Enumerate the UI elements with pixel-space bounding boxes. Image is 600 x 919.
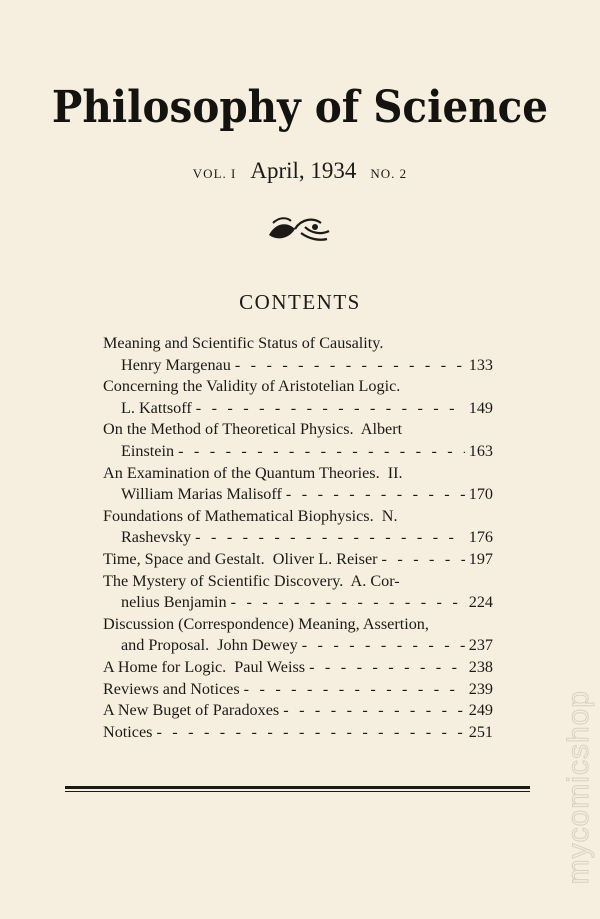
toc-entry: [103, 722, 493, 744]
dot-leader: [309, 657, 465, 679]
toc-entry: [103, 506, 493, 549]
entry-title: Reviews and Notices: [103, 679, 240, 698]
dot-leader: [156, 722, 464, 744]
page-number: 239: [468, 679, 493, 698]
toc-entry-last-line: [103, 722, 493, 744]
entry-author: Rashevsky: [121, 528, 192, 547]
toc-entry-last-line: [103, 700, 493, 722]
entry-title: Meaning and Scientific Status of Causality.: [103, 334, 384, 352]
entry-title: The Mystery of Scientific Discovery. A. Cor-: [103, 571, 400, 590]
toc-entry-line: [103, 571, 493, 593]
toc-entry: [103, 376, 493, 419]
page-number: 251: [468, 722, 493, 741]
watermark: mycomicshop: [562, 690, 595, 885]
toc-entry-line: [103, 376, 493, 398]
toc-entry: [103, 333, 493, 376]
dot-leader: [196, 398, 465, 420]
entry-author: Henry Margenau: [121, 355, 231, 374]
entry-title: Discussion (Correspondence) Meaning, Assertion,: [103, 614, 429, 633]
page-number: 176: [468, 528, 493, 547]
page-number: 238: [468, 657, 493, 676]
toc-entry-last-line: [103, 398, 493, 420]
toc-entry: [103, 549, 493, 571]
toc-entry: [103, 571, 493, 614]
page-number: 237: [468, 636, 493, 655]
issue-number: NO. 2: [370, 166, 408, 181]
entry-author: L. Kattsoff: [121, 398, 192, 417]
dot-leader: [244, 679, 465, 701]
toc-entry: [103, 419, 493, 462]
dot-leader: [283, 700, 464, 722]
volume: VOL. I: [192, 166, 237, 181]
entry-title: Foundations of Mathematical Biophysics. N.: [103, 506, 398, 525]
floral-ornament-icon: [265, 213, 333, 243]
toc-entry-last-line: [103, 549, 493, 571]
issue-line: [0, 158, 600, 184]
toc-entry: [103, 679, 493, 701]
journal-title: Philosophy of Science: [51, 82, 549, 133]
toc-entry: [103, 614, 493, 657]
toc-entry-last-line: [103, 635, 493, 657]
toc-entry-line: [103, 333, 493, 355]
entry-title: Time, Space and Gestalt. Oliver L. Reiser: [103, 549, 378, 568]
dot-leader: [302, 635, 465, 657]
entry-title: An Examination of the Quantum Theories. II.: [103, 463, 403, 482]
page-number: 224: [468, 593, 493, 612]
toc-entry-line: [103, 506, 493, 528]
toc-entry: [103, 700, 493, 722]
issue-date: April, 1934: [250, 158, 357, 183]
dot-leader: [235, 355, 465, 377]
toc-entry-line: [103, 463, 493, 485]
entry-author: Einstein: [121, 441, 175, 460]
entry-title: A New Buget of Paradoxes: [103, 701, 280, 720]
entry-author: William Marias Malisoff: [121, 485, 282, 504]
toc-entry-line: [103, 614, 493, 636]
page-number: 163: [468, 441, 493, 460]
double-rule-divider: [65, 786, 530, 792]
toc-entry-last-line: [103, 592, 493, 614]
toc-entry-last-line: [103, 679, 493, 701]
dot-leader: [195, 527, 465, 549]
toc-entry-last-line: [103, 657, 493, 679]
toc-entry-line: [103, 419, 493, 441]
entry-author: and Proposal. John Dewey: [121, 636, 298, 655]
entry-title: On the Method of Theoretical Physics. Albert: [103, 420, 403, 439]
page-number: 249: [468, 701, 493, 720]
page-number: 149: [468, 398, 493, 417]
dot-leader: [231, 592, 465, 614]
entry-title: Concerning the Validity of Aristotelian Logic.: [103, 377, 401, 396]
dot-leader: [382, 549, 465, 571]
toc-entry-last-line: [103, 527, 493, 549]
table-of-contents: [103, 333, 493, 743]
page-number: 170: [468, 485, 493, 504]
toc-entry-last-line: [103, 355, 493, 377]
dot-leader: [286, 484, 465, 506]
entry-author: nelius Benjamin: [121, 593, 227, 612]
page-number: 133: [468, 355, 493, 374]
page-number: 197: [468, 549, 493, 568]
dot-leader: [178, 441, 465, 463]
toc-entry-last-line: [103, 484, 493, 506]
toc-entry-last-line: [103, 441, 493, 463]
entry-title: A Home for Logic. Paul Weiss: [103, 657, 306, 676]
contents-heading: CONTENTS: [239, 290, 361, 314]
entry-title: Notices: [103, 722, 153, 741]
toc-entry: [103, 657, 493, 679]
toc-entry: [103, 463, 493, 506]
